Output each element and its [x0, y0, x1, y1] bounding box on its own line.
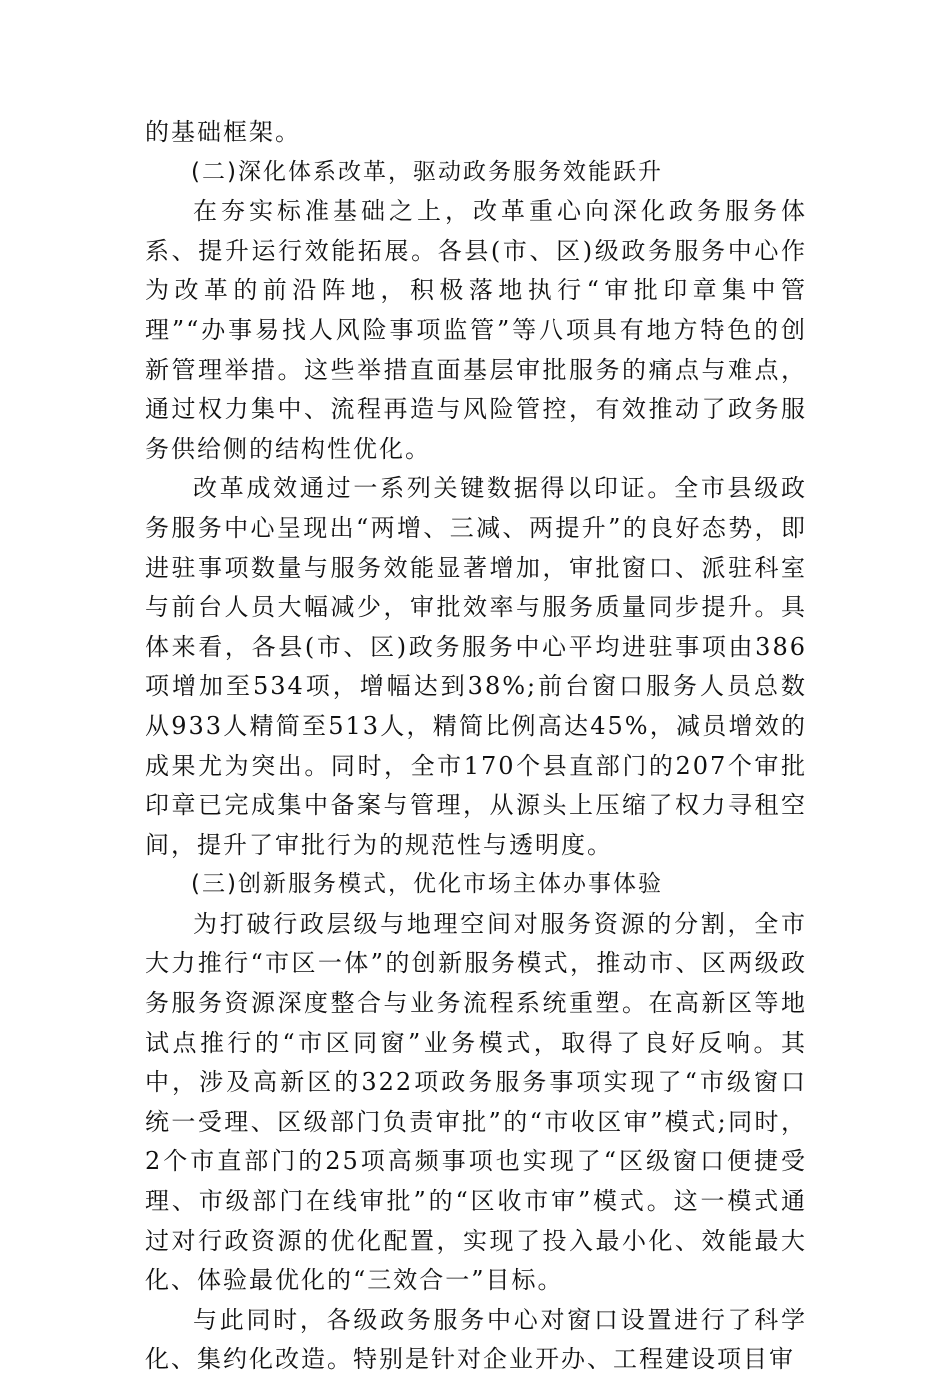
section-heading-3: (三)创新服务模式，优化市场主体办事体验	[191, 871, 663, 898]
body-paragraph: 为打破行政层级与地理空间对服务资源的分割，全市大力推行“市区一体”的创新服务模式，推动市、区两级政务服务资源深度整合与业务流程系统重塑。在高新区等地试点推行的“市区同窗”业务模式，取得了良好反响。其中，涉及高新区的322项政务服务事项实现了“市级窗口统一受理、区级部门负责审批”的“市收区审”模式;同时，2个市直部门的25项高频事项也实现了“区级窗口便捷受理、市级部门在线审批”的“区收市审”模式。这一模式通过对行政资源的优化配置，实现了投入最小化、效能最大化、体验最优化的“三效合一”目标。	[145, 909, 807, 1295]
section-heading-2: (二)深化体系改革，驱动政务服务效能跃升	[191, 158, 663, 185]
body-paragraph: 改革成效通过一系列关键数据得以印证。全市县级政务服务中心呈现出“两增、三减、两提升”的良好态势，即进驻事项数量与服务效能显著增加，审批窗口、派驻科室与前台人员大幅减少，审批效率与服务质量同步提升。具体来看，各县(市、区)政务服务中心平均进驻事项由386项增加至534项，增幅达到38%;前台窗口服务人员总数从933人精简至513人，精简比例高达45%，减员增效的成果尤为突出。同时，全市170个县直部门的207个审批印章已完成集中备案与管理，从源头上压缩了权力寻租空间，提升了审批行为的规范性与透明度。	[145, 474, 807, 859]
body-paragraph: 在夯实标准基础之上，改革重心向深化政务服务体系、提升运行效能拓展。各县(市、区)级政务服务中心作为改革的前沿阵地，积极落地执行“审批印章集中管理”“办事易找人风险事项监管”等八项具有地方特色的创新管理举措。这些举措直面基层审批服务的痛点与难点，通过权力集中、流程再造与风险管控，有效推动了政务服务供给侧的结构性优化。	[145, 197, 807, 463]
document-page	[145, 113, 807, 1380]
continuation-paragraph: 的基础框架。	[145, 118, 301, 146]
body-paragraph: 与此同时，各级政务服务中心对窗口设置进行了科学化、集约化改造。特别是针对企业开办、工程建设项目审	[145, 1305, 807, 1374]
